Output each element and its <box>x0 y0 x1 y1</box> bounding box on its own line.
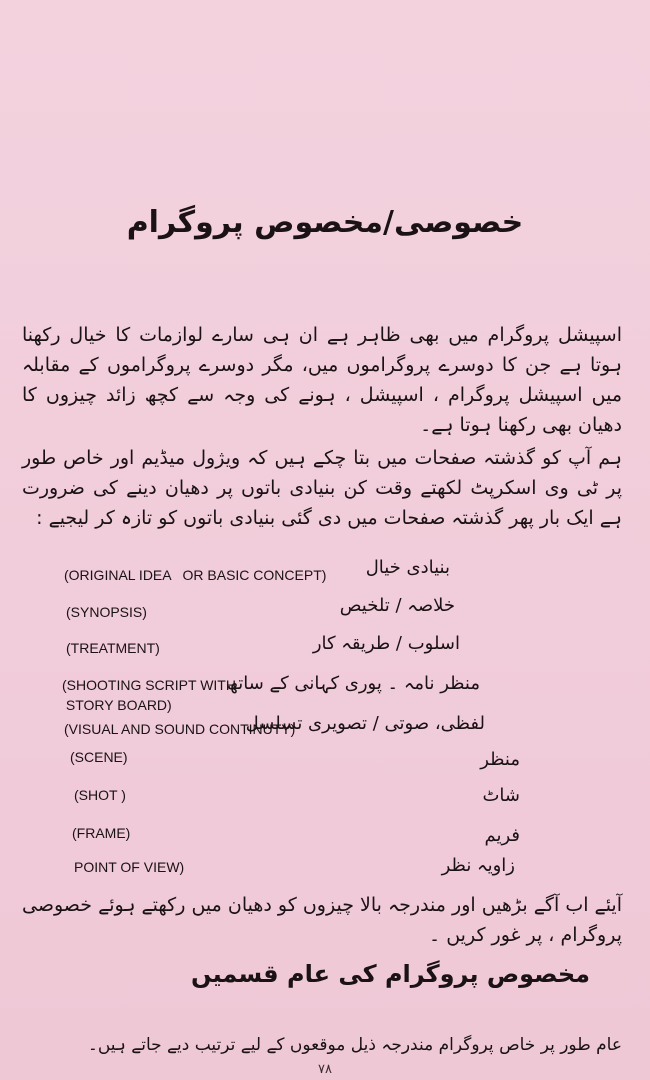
term-row <box>0 751 650 783</box>
term-row <box>0 787 650 819</box>
term-urdu: منظر نامہ ۔ پوری کہانی کے ساتھ <box>226 673 480 694</box>
term-row <box>0 855 650 887</box>
term-english: (ORIGINAL IDEA OR BASIC CONCEPT) <box>64 567 327 583</box>
recap-paragraph: ہم آپ کو گذشتہ صفحات میں بتا چکے ہیں کہ ویژول میڈیم اور خاص طور پر ٹی وی اسکرپٹ لکھتے وقت کن بنیادی باتوں پر دھیان دینے کی ضرورت ہے ایک بار پھر گذشتہ صفحات میں دی گئی بنیادی باتوں کو تازہ کر لیجیے : <box>22 447 622 529</box>
term-row <box>0 667 650 717</box>
term-urdu: زاویہ نظر <box>441 855 515 876</box>
term-urdu: منظر <box>480 749 520 770</box>
next-paragraph: آیئے اب آگے بڑھیں اور مندرجہ بالا چیزوں کو دھیان میں رکھتے ہوئے خصوصی پروگرام ، پر غور کریں ۔ <box>22 894 622 946</box>
intro-paragraph: اسپیشل پروگرام میں بھی ظاہر ہے ان ہی سارے لوازمات کا خیال رکھنا ہوتا ہے جن کا دوسرے پروگراموں میں، مگر دوسرے پروگراموں کے مقابلہ میں اسپیشل پروگرام ، اسپیشل ، ہونے کی وجہ سے کچھ زائد چیزوں کا دھیان بھی رکھنا ہوتا ہے۔ <box>22 324 622 436</box>
term-row <box>0 633 650 665</box>
term-urdu: بنیادی خیال <box>365 557 450 578</box>
term-urdu: فریم <box>484 825 520 846</box>
term-english: (SCENE) <box>70 749 128 765</box>
page-title: خصوصی/مخصوص پروگرام <box>126 205 524 240</box>
term-urdu: خلاصہ / تلخیص <box>339 595 455 616</box>
section-subheading: مخصوص پروگرام کی عام قسمیں <box>191 960 590 988</box>
term-row <box>0 823 650 855</box>
term-english: (SYNOPSIS) <box>66 604 147 620</box>
term-row <box>0 557 650 589</box>
term-urdu: لفظی، صوتی / تصویری تسلسل <box>245 713 485 734</box>
page-number: ۷۸ <box>318 1062 332 1077</box>
types-paragraph: عام طور پر خاص پروگرام مندرجہ ذیل موقعوں کے لیے ترتیب دیے جاتے ہیں۔ <box>87 1035 622 1055</box>
term-urdu: اسلوب / طریقہ کار <box>312 633 460 654</box>
term-english: (VISUAL AND SOUND CONTINUTY) <box>64 721 296 737</box>
term-english: (SHOT ) <box>74 787 126 803</box>
term-row <box>0 715 650 747</box>
term-english: (SHOOTING SCRIPT WITH STORY BOARD) <box>62 677 236 713</box>
term-row <box>0 595 650 627</box>
term-english: (FRAME) <box>72 825 131 841</box>
term-english: POINT OF VIEW) <box>74 859 185 875</box>
term-english: (TREATMENT) <box>66 640 160 656</box>
term-urdu: شاٹ <box>482 785 520 806</box>
